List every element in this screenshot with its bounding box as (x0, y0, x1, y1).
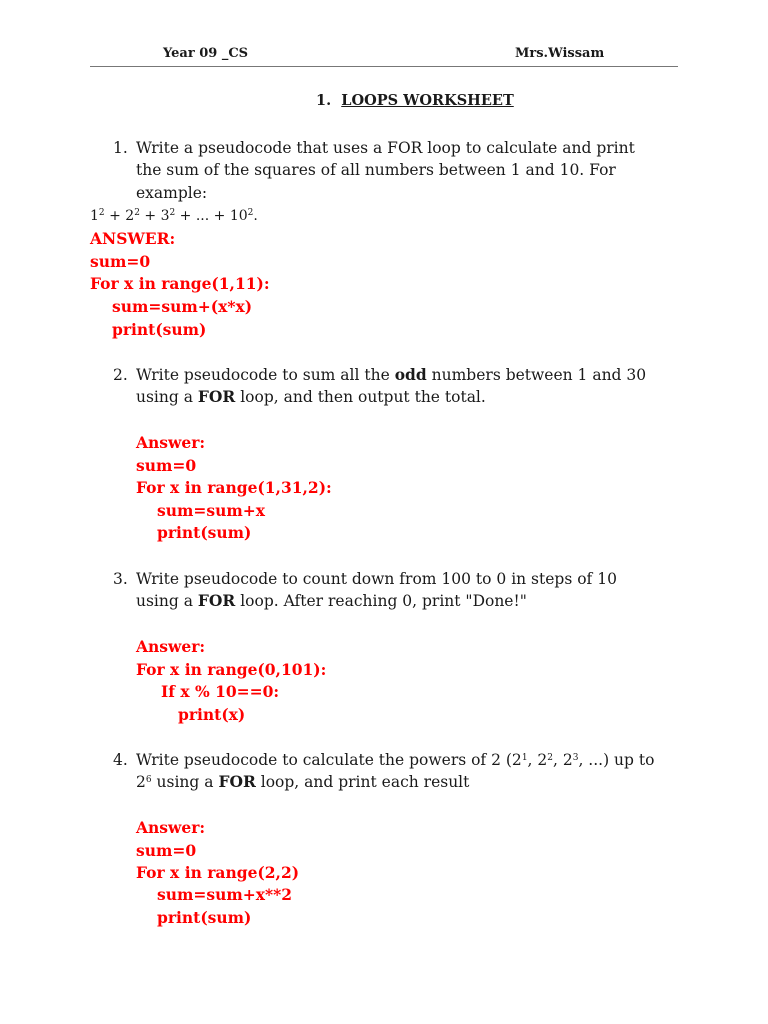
q4-answer-line: For x in range(2,2) (136, 863, 300, 882)
q4-answer-line: sum=sum+x**2 (157, 885, 293, 904)
q2-number: 2. (113, 366, 128, 384)
q3-line1: Write pseudocode to count down from 100 to 0 in steps of 10 (136, 570, 617, 588)
q1-answer-line: print(sum) (112, 320, 207, 339)
title-number: 1. (316, 92, 332, 109)
title-text: LOOPS WORKSHEET (341, 92, 514, 109)
q2-line2: using a FOR loop, and then output the total. (136, 387, 486, 406)
q2-answer-line: sum=0 (136, 456, 197, 475)
q2-answer-line: For x in range(1,31,2): (136, 478, 332, 497)
q1-answer-label: ANSWER: (90, 229, 176, 248)
q3-number: 3. (113, 570, 128, 588)
q3-answer-label: Answer: (136, 637, 206, 656)
q3-line2: using a FOR loop. After reaching 0, print "Done!" (136, 591, 527, 610)
q1-answer-line: sum=0 (90, 252, 151, 271)
q4-line2: $2^6$ using a FOR loop, and print each result (136, 772, 470, 791)
worksheet-title (316, 92, 514, 109)
header-right: Mrs.Wissam (515, 46, 605, 61)
q3-answer-line: print(x) (178, 705, 246, 724)
q1-line3: example: (136, 184, 208, 202)
header-rule (90, 66, 678, 67)
q1-line2: the sum of the squares of all numbers between 1 and 10. For (136, 161, 616, 179)
q3-answer-line: If x % 10==0: (161, 682, 280, 701)
q4-answer-line: print(sum) (157, 908, 252, 927)
q2-line1: Write pseudocode to sum all the odd numbers between 1 and 30 (136, 365, 647, 384)
q1-answer-line: sum=sum+(x*x) (112, 297, 253, 316)
q3-answer-line: For x in range(0,101): (136, 660, 327, 679)
q4-answer-line: sum=0 (136, 841, 197, 860)
q2-answer-label: Answer: (136, 433, 206, 452)
q1-formula: $1^2 + 2^2 + 3^2$ + ... + $10^2$. (90, 208, 258, 224)
q2-answer-line: print(sum) (157, 523, 252, 542)
header-left: Year 09 _CS (163, 46, 249, 61)
q4-line1: Write pseudocode to calculate the powers of 2 ($2^1$, $2^2$, $2^3$, ...) up to (136, 751, 655, 769)
q1-answer-line: For x in range(1,11): (90, 274, 270, 293)
q1-line1: Write a pseudocode that uses a FOR loop to calculate and print (136, 139, 635, 157)
q4-number: 4. (113, 751, 128, 769)
q2-answer-line: sum=sum+x (157, 501, 266, 520)
q1-number: 1. (113, 139, 128, 157)
q4-answer-label: Answer: (136, 818, 206, 837)
